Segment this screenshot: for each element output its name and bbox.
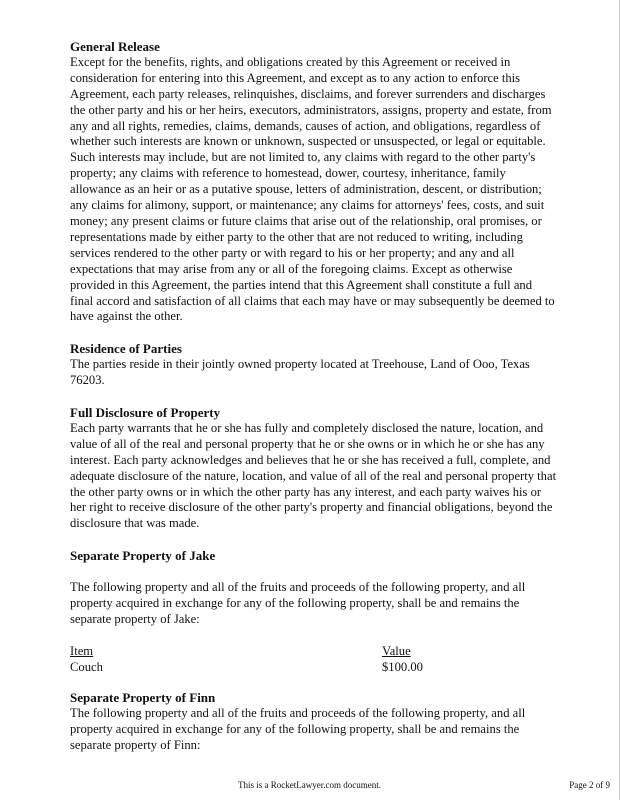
section-separate-finn bbox=[70, 690, 558, 754]
table-cell-item: Couch bbox=[70, 659, 103, 674]
heading-residence: Residence of Parties bbox=[70, 341, 182, 357]
heading-disclosure: Full Disclosure of Property bbox=[70, 405, 221, 421]
footer-page-number: Page 2 of 9 bbox=[569, 780, 610, 790]
column-header-value: Value bbox=[382, 643, 411, 658]
paragraph-separate-finn: The following property and all of the fruits and proceeds of the following property, and all property acquired in exchange for any of the following property, shall be and remains the separate property of Finn: bbox=[70, 705, 526, 752]
heading-separate-jake: Separate Property of Jake bbox=[70, 548, 216, 564]
footer-source: This is a RocketLawyer.com document. bbox=[238, 780, 381, 790]
paragraph-disclosure: Each party warrants that he or she has fully and completely disclosed the nature, location, and value of all of the real and personal property that he or she owns or in which he or she has any interest. Each party acknowledges and believes that he or she has received a full, complete, and adequate disclosure of the nature, location, and value of all of the real and personal property that the other party owns or in which the other party has any interest, and each party waives his or her right to receive disclosure of the other party's property and financial obligations, beyond the disclosure that was made. bbox=[70, 420, 557, 531]
section-disclosure bbox=[70, 405, 558, 532]
section-residence bbox=[70, 341, 558, 389]
heading-separate-finn: Separate Property of Finn bbox=[70, 689, 216, 705]
paragraph-separate-jake: The following property and all of the fruits and proceeds of the following property, and all property acquired in exchange for any of the following property, shall be and remains the separate property of Jake: bbox=[70, 580, 526, 626]
property-table-jake bbox=[70, 644, 558, 676]
page-footer bbox=[0, 780, 620, 794]
column-header-item: Item bbox=[70, 643, 94, 658]
table-cell-value: $100.00 bbox=[382, 659, 423, 674]
section-separate-jake bbox=[70, 548, 558, 676]
paragraph-residence: The parties reside in their jointly owned property located at Treehouse, Land of Ooo, Texas 76203. bbox=[70, 357, 530, 388]
paragraph-general-release: Except for the benefits, rights, and obligations created by this Agreement or received in consideration for entering into this Agreement, and except as to any action to enforce this Agreement, each party releases, relinquishes, disclaims, and forever surrenders and discharges the other party and his or her heirs, executors, administrators, assigns, property and estate, from any and all rights, remedies, claims, demands, causes of action, and obligations, regardless of whether such interests are known or unknown, suspected or unsuspected, or legal or equitable. Such interests may include, but are not limited to, any claims with regard to the other party's property; any claims with reference to homestead, dower, courtesy, inheritance, family allowance as an heir or as a putative spouse, letters of administration, descent, or distribution; any claims for alimony, support, or maintenance; any claims for attorneys' fees, costs, and suit money; any present claims or future claims that arise out of the relationship, oral promises, or representations made by either party to the other that are not reduced to writing, including services rendered to the other party or with regard to his or her property; and any and all expectations that may arise from any or all of the foregoing claims. Except as otherwise provided in this Agreement, the parties intend that this Agreement shall constitute a full and final accord and satisfaction of all claims that each may have or may subsequently be deemed to have against the other. bbox=[70, 54, 555, 324]
section-general-release bbox=[70, 39, 558, 325]
heading-general-release: General Release bbox=[70, 39, 160, 54]
document-body bbox=[70, 39, 558, 754]
